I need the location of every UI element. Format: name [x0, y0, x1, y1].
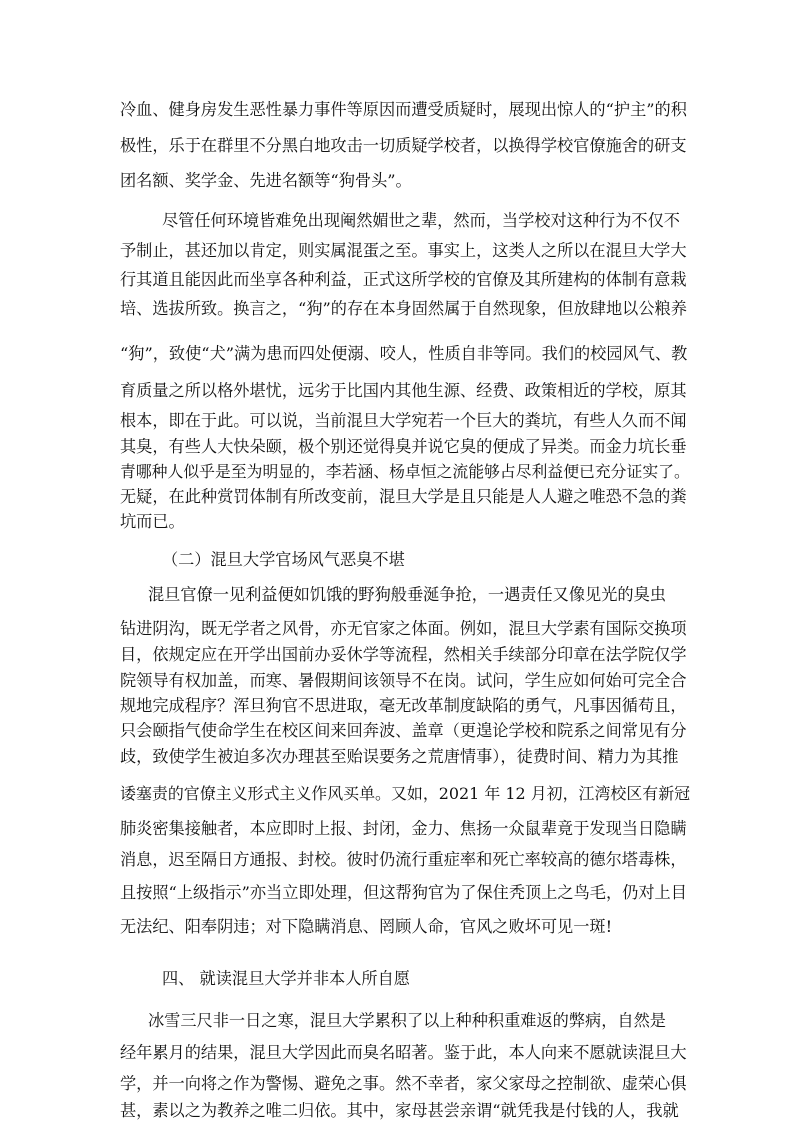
paragraph-1-line-2: 极性，乐于在群里不分黑白地攻击一切质疑学校者，以换得学校官僚施舍的研支 [120, 136, 687, 155]
paragraph-3-line-3: 目，依规定应在开学出国前办妥休学等流程，然相关手续部分印章在法学院仅学 [120, 645, 687, 664]
paragraph-2-line-10: 无疑，在此种赏罚体制有所改变前，混旦大学是且只能是人人避之唯恐不急的粪 [120, 487, 687, 506]
paragraph-2-line-5: “狗”，致使“犬”满为患而四处便溺、咬人，性质自非等同。我们的校园风气、教 [120, 344, 688, 363]
paragraph-3-line-4: 院领导有权加盖，而寒、暑假期间该领导不在岗。试问，学生应如何始可完全合 [120, 671, 687, 690]
paragraph-3-line-1: 混旦官僚一见利益便如饥饿的野狗般垂涎争抢，一遇责任又像见光的臭虫 [148, 585, 666, 604]
paragraph-3-line-8: 诿塞责的官僚主义形式主义作风买单。又如，2021 年 12 月初，江湾校区有新冠 [120, 784, 691, 803]
paragraph-2-line-1: 尽管任何环境皆难免出现阉然媚世之辈，然而，当学校对这种行为不仅不 [162, 211, 680, 230]
paragraph-1-line-3: 团名额、奖学金、先进名额等“狗骨头”。 [120, 171, 412, 190]
paragraph-3-line-10: 消息，迟至隔日方通报、封校。彼时仍流行重症率和死亡率较高的德尔塔毒株， [120, 850, 687, 869]
paragraph-2-line-4: 培、选拔所致。换言之，“狗”的存在本身固然属于自然现象，但放肆地以公粮养 [120, 299, 687, 318]
paragraph-3-line-2: 钻进阴沟，既无学者之风骨，亦无官家之体面。例如，混旦大学素有国际交换项 [120, 619, 687, 638]
section-heading-2: （二）混旦大学官场风气恶臭不堪 [162, 550, 405, 569]
paragraph-1-line-1: 冷血、健身房发生恶性暴力事件等原因而遭受质疑时，展现出惊人的“护主”的积 [120, 100, 687, 119]
paragraph-3-line-9: 肺炎密集接触者，本应即时上报、封闭，金力、焦扬一众鼠辈竟于发现当日隐瞒 [120, 819, 687, 838]
paragraph-3-line-12: 无法纪、阳奉阴违；对下隐瞒消息、罔顾人命，官风之败坏可见一斑! [120, 917, 613, 936]
paragraph-3-line-11: 且按照“上级指示”亦当立即处理，但这帮狗官为了保住秃顶上之鸟毛，仍对上目 [120, 883, 687, 902]
paragraph-4-line-3: 学，并一向将之作为警惕、避免之事。然不幸者，家父家母之控制欲、虚荣心俱 [120, 1074, 687, 1093]
paragraph-3-line-7: 歧，致使学生被迫多次办理甚至贻误要务之荒唐情事），徒费时间、精力为其推 [120, 747, 679, 766]
paragraph-2-line-3: 行其道且能因此而坐享各种利益，正式这所学校的官僚及其所建构的体制有意栽 [120, 270, 687, 289]
paragraph-2-line-8: 其臭，有些人大快朵颐，极个别还觉得臭并说它臭的便成了异类。而金力坑长垂 [120, 437, 687, 456]
paragraph-2-line-7: 根本，即在于此。可以说，当前混旦大学宛若一个巨大的粪坑，有些人久而不闻 [120, 411, 687, 430]
paragraph-2-line-9: 青哪种人似乎是至为明显的，李若涵、杨卓恒之流能够占尽利益便已充分证实了。 [120, 462, 690, 481]
section-heading-4: 四、 就读混旦大学并非本人所自愿 [162, 969, 410, 988]
paragraph-4-line-2: 经年累月的结果，混旦大学因此而臭名昭著。鉴于此，本人向来不愿就读混旦大 [120, 1043, 687, 1062]
paragraph-3-line-6: 只会颐指气使命学生在校区间来回奔波、盖章（更遑论学校和院系之间常见有分 [120, 721, 687, 740]
paragraph-2-line-6: 育质量之所以格外堪忧，远劣于比国内其他生源、经费、政策相近的学校，原其 [120, 381, 687, 400]
paragraph-4-line-1: 冰雪三尺非一日之寒，混旦大学累积了以上种种积重难返的弊病，自然是 [148, 1011, 666, 1030]
paragraph-2-line-2: 予制止，甚还加以肯定，则实属混蛋之至。事实上，这类人之所以在混旦大学大 [120, 241, 687, 260]
paragraph-2-line-11: 坑而已。 [120, 512, 185, 531]
paragraph-3-line-5: 规地完成程序？浑旦狗官不思进取，毫无改革制度缺陷的勇气，凡事因循苟且， [120, 696, 687, 715]
paragraph-4-line-4: 甚，素以之为教养之唯二归依。其中，家母甚尝亲谓“就凭我是付钱的人，我就 [120, 1101, 679, 1120]
